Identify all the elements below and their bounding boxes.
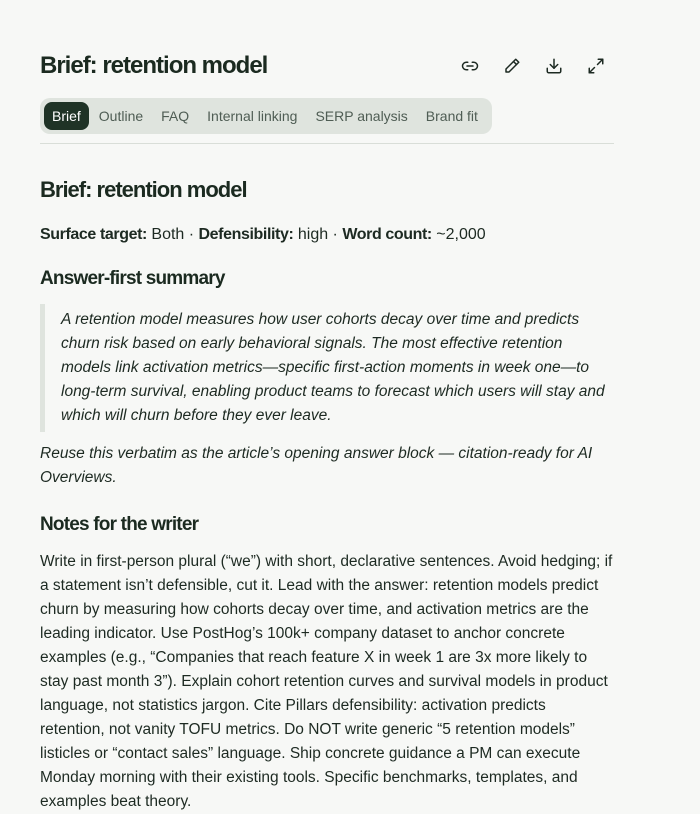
brief-content [40,174,614,814]
divider [40,143,614,144]
surface-target-label: Surface target: [40,226,147,243]
summary-quote: A retention model measures how user cohorts decay over time and predicts churn risk based on early behavioral signals. The most effective retention models link activation metrics—specific first-action moments in week one—to long-term survival, enabling product teams to forecast which users will stay and which will churn before they ever leave. [40,304,614,432]
download-icon [545,57,563,75]
header-actions [460,56,606,76]
tab-brief[interactable]: Brief [44,102,89,130]
notes-heading: Notes for the writer [40,514,199,535]
meta-separator: · [328,226,343,243]
word-count-label: Word count: [342,226,432,243]
brief-meta [40,224,614,246]
tab-serp-analysis[interactable]: SERP analysis [315,108,408,124]
header [40,50,614,82]
tab-faq[interactable]: FAQ [161,108,190,124]
summary-heading: Answer-first summary [40,268,225,289]
copy-link-button[interactable] [460,56,480,76]
word-count-value: ~2,000 [436,226,486,243]
tab-brand-fit[interactable]: Brand fit [425,108,478,124]
pencil-icon [503,57,521,75]
tab-outline[interactable]: Outline [98,108,144,124]
reuse-note: Reuse this verbatim as the article’s opening answer block — citation-ready for AI Overviews. [40,445,593,486]
meta-separator: · [184,226,199,243]
page-title: Brief: retention model [40,52,268,79]
download-button[interactable] [544,56,564,76]
tab-bar [40,98,492,134]
surface-target-value: Both [151,226,185,243]
expand-button[interactable] [586,56,606,76]
defensibility-value: high [297,226,329,243]
expand-icon [587,57,605,75]
defensibility-label: Defensibility: [198,226,294,243]
brief-title: Brief: retention model [40,177,247,202]
link-icon [461,57,479,75]
notes-body: Write in first-person plural (“we”) with short, declarative sentences. Avoid hedging; if a statement isn’t defensible, cut it. Lead with the answer: retention models predict churn by measuring how cohorts decay over time, and activation metrics are the leading indicator. Use PostHog’s 100k+ company dataset to anchor concrete examples (e.g., “Companies that reach feature X in week 1 are 3x more likely to stay past month 3”). Explain cohort retention curves and survival models in product language, not statistics jargon. Cite Pillars defensibility: activation predicts retention, not vanity TOFU metrics. Do NOT write generic “5 retention models” listicles or “contact sales” language. Ship concrete guidance a PM can execute Monday morning with their existing tools. Specific benchmarks, templates, and examples beat theory. [40,553,613,810]
tab-internal-linking[interactable]: Internal linking [207,108,298,124]
edit-button[interactable] [502,56,522,76]
